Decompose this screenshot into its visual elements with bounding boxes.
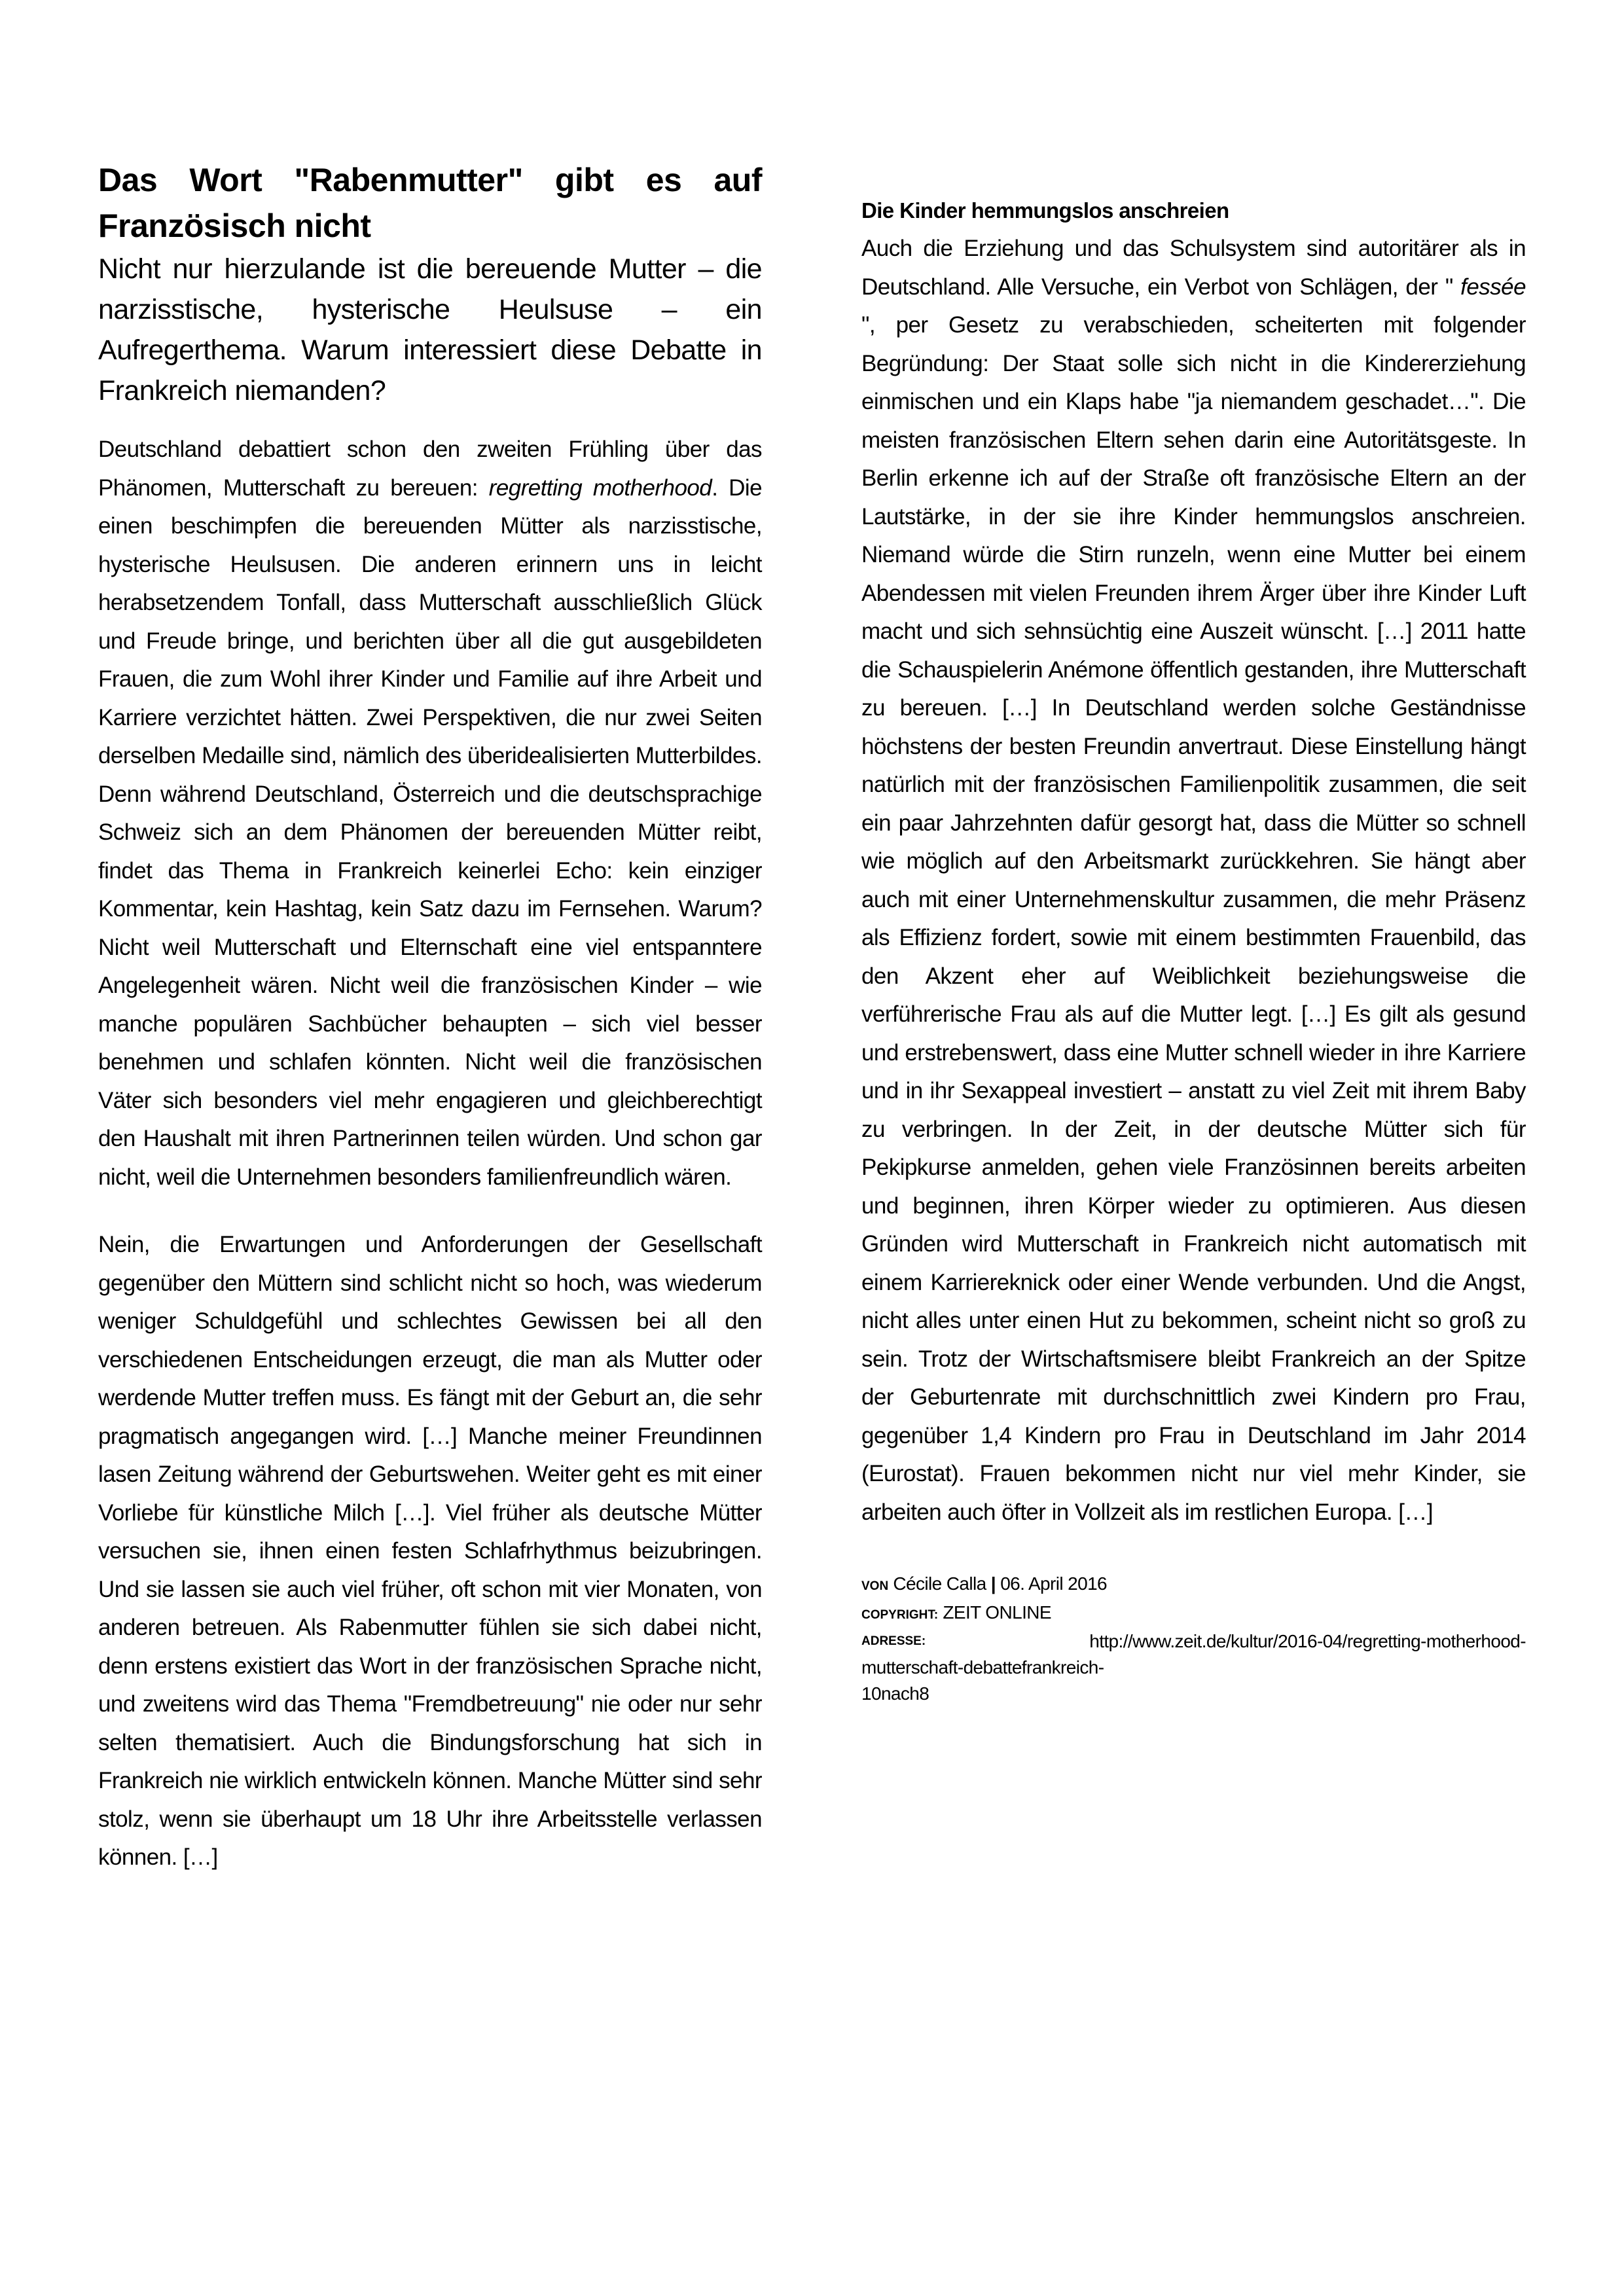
byline xyxy=(861,1571,1526,1600)
address-url-part-2[interactable]: mutterschaft-debattefrankreich- xyxy=(861,1657,1104,1677)
section-heading: Die Kinder hemmungslos anschreien xyxy=(861,198,1229,223)
address-line xyxy=(861,1628,1526,1655)
address-label: ADRESSE: xyxy=(861,1634,926,1648)
paragraph-3-text-a: Auch die Erziehung und das Schulsystem sind autoritärer als in Deutschland. Alle Versuche, ein Verbot von Schlägen, der " xyxy=(861,236,1526,300)
paragraph-3-text-b: ", per Gesetz zu verabschieden, scheiterten mit folgender Begründung: Der Staat solle sich nicht in die Kindererziehung einmischen und ein Klaps habe "ja niemandem geschadet…". Die meisten französischen Eltern sehen darin eine Autoritätsgeste. In Berlin erkenne ich auf der Straße oft französische Eltern an der Lautstärke, in der sie ihre Kinder hemmungslos anschreien. Niemand würde die Stirn runzeln, wenn eine Mutter bei einem Abendessen mit vielen Freunden ihrem Ärger über ihre Kinder Luft macht und sich sehnsüchtig eine Auszeit wünscht. […] 2011 hatte die Schauspielerin Anémone öffentlich gestanden, ihre Mutterschaft zu bereuen. […] In Deutschland werden solche Geständnisse höchstens der besten Freundin anvertraut. Diese Einstellung hängt natürlich mit der französischen Familienpolitik zusammen, die seit ein paar Jahrzehnten dafür gesorgt hat, dass die Mütter so schnell wie möglich auf den Arbeitsmarkt zurückkehren. Sie hängt aber auch mit einer Unternehmenskultur zusammen, die mehr Präsenz als Effizienz fordert, sowie mit einem bestimmten Frauenbild, das den Akzent eher auf Weiblichkeit beziehungsweise die verführerische Frau als auf die Mutter legt. […] Es gilt als gesund und erstrebenswert, dass eine Mutter schnell wieder in ihre Karriere und in ihr Sexappeal investiert – anstatt zu viel Zeit mit ihrem Baby zu verbringen. In der Zeit, in der deutsche Mütter sich für Pekipkurse anmelden, gehen viele Französinnen bereits arbeiten und beginnen, ihren Körper wieder zu optimieren. Aus diesen Gründen wird Mutterschaft in Frankreich nicht automatisch mit einem Karriereknick oder einer Wende verbunden. Und die Angst, nicht alles unter einen Hut zu bekommen, scheint nicht so groß zu sein. Trotz der Wirtschaftsmisere bleibt Frankreich an der Spitze der Geburtenrate mit durchschnittlich zwei Kindern pro Frau, gegenüber 1,4 Kindern pro Frau in Deutschland im Jahr 2014 (Eurostat). Frauen bekommen nicht nur viel mehr Kinder, sie arbeiten auch öfter in Vollzeit als im restlichen Europa. […] xyxy=(861,312,1526,1525)
article-subtitle: Nicht nur hierzulande ist die bereuende Mutter – die narzisstische, hysterische Heulsuse – ein Aufregerthema. Warum interessiert diese Debatte in Frankreich niemanden? xyxy=(98,253,762,406)
paragraph-1-text-b: . Die einen beschimpfen die bereuenden Mütter als narzisstische, hysterische Heulsusen. Die anderen erinnern uns in leicht herabsetzendem Tonfall, dass Mutterschaft ausschließlich Glück und Freude bringe, und berichten über all die gut ausgebildeten Frauen, die zum Wohl ihrer Kinder und Familie auf ihre Arbeit und Karriere verzichtet hätten. Zwei Perspektiven, die nur zwei Seiten derselben Medaille sind, nämlich des überidealisierten Mutterbildes. Denn während Deutschland, Österreich und die deutschsprachige Schweiz sich an dem Phänomen der bereuenden Mütter reibt, findet das Thema in Frankreich keinerlei Echo: kein einziger Kommentar, kein Hashtag, kein Satz dazu im Fernsehen. Warum? Nicht weil Mutterschaft und Elternschaft eine viel entspanntere Angelegenheit wären. Nicht weil die französischen Kinder – wie manche populären Sachbücher behaupten – sich viel besser benehmen und schlafen könnten. Nicht weil die französischen Väter sich besonders viel mehr engagieren und gleichberechtigt den Haushalt mit ihren Partnerinnen teilen würden. Und schon gar nicht, weil die Unternehmen besonders familienfreundlich wären. xyxy=(98,475,763,1190)
author-name: Cécile Calla xyxy=(893,1573,986,1594)
copyright-label: COPYRIGHT: xyxy=(861,1608,939,1622)
paragraph-1 xyxy=(98,431,762,1196)
address-url-part-1[interactable]: http://www.zeit.de/kultur/2016-04/regretting-motherhood- xyxy=(1089,1631,1526,1651)
paragraph-3-italic: fessée xyxy=(1460,274,1526,300)
address-url-part-3[interactable]: 10nach8 xyxy=(861,1683,929,1704)
paragraph-1-text-a: Deutschland debattiert schon den zweiten Frühling über das Phänomen, Mutterschaft zu bereuen: xyxy=(98,437,762,501)
article-title: Das Wort "Rabenmutter" gibt es auf Französisch nicht xyxy=(98,162,762,244)
right-column xyxy=(861,192,1526,1707)
copyright-line xyxy=(861,1600,1526,1628)
author-label: VON xyxy=(861,1579,889,1593)
copyright-holder: ZEIT ONLINE xyxy=(943,1602,1051,1623)
article-footer xyxy=(861,1571,1526,1707)
publish-date: 06. April 2016 xyxy=(1000,1573,1108,1594)
paragraph-1-italic: regretting motherhood xyxy=(488,475,712,501)
left-column xyxy=(98,157,762,1907)
paragraph-2: Nein, die Erwartungen und Anforderungen der Gesellschaft gegenüber den Müttern sind schlicht nicht so hoch, was wiederum weniger Schuldgefühl und schlechtes Gewissen bei all den verschiedenen Entscheidungen erzeugt, die man als Mutter oder werdende Mutter treffen muss. Es fängt mit der Geburt an, die sehr pragmatisch angegangen wird. […] Manche meiner Freundinnen lasen Zeitung während der Geburtswehen. Weiter geht es mit einer Vorliebe für künstliche Milch […]. Viel früher als deutsche Mütter versuchen sie, ihnen einen festen Schlafrhythmus beizubringen. Und sie lassen sie auch viel früher, oft schon mit vier Monaten, von anderen betreuen. Als Rabenmutter fühlen sie sich dabei nicht, denn erstens existiert das Wort in der französischen Sprache nicht, und zweitens wird das Thema "Fremdbetreuung" nie oder nur sehr selten thematisiert. Auch die Bindungsforschung hat sich in Frankreich nie wirklich entwickeln können. Manche Mütter sind sehr stolz, wenn sie überhaupt um 18 Uhr ihre Arbeitsstelle verlassen können. […] xyxy=(98,1232,762,1870)
paragraph-3 xyxy=(861,230,1526,1532)
byline-separator: | xyxy=(990,1573,996,1594)
